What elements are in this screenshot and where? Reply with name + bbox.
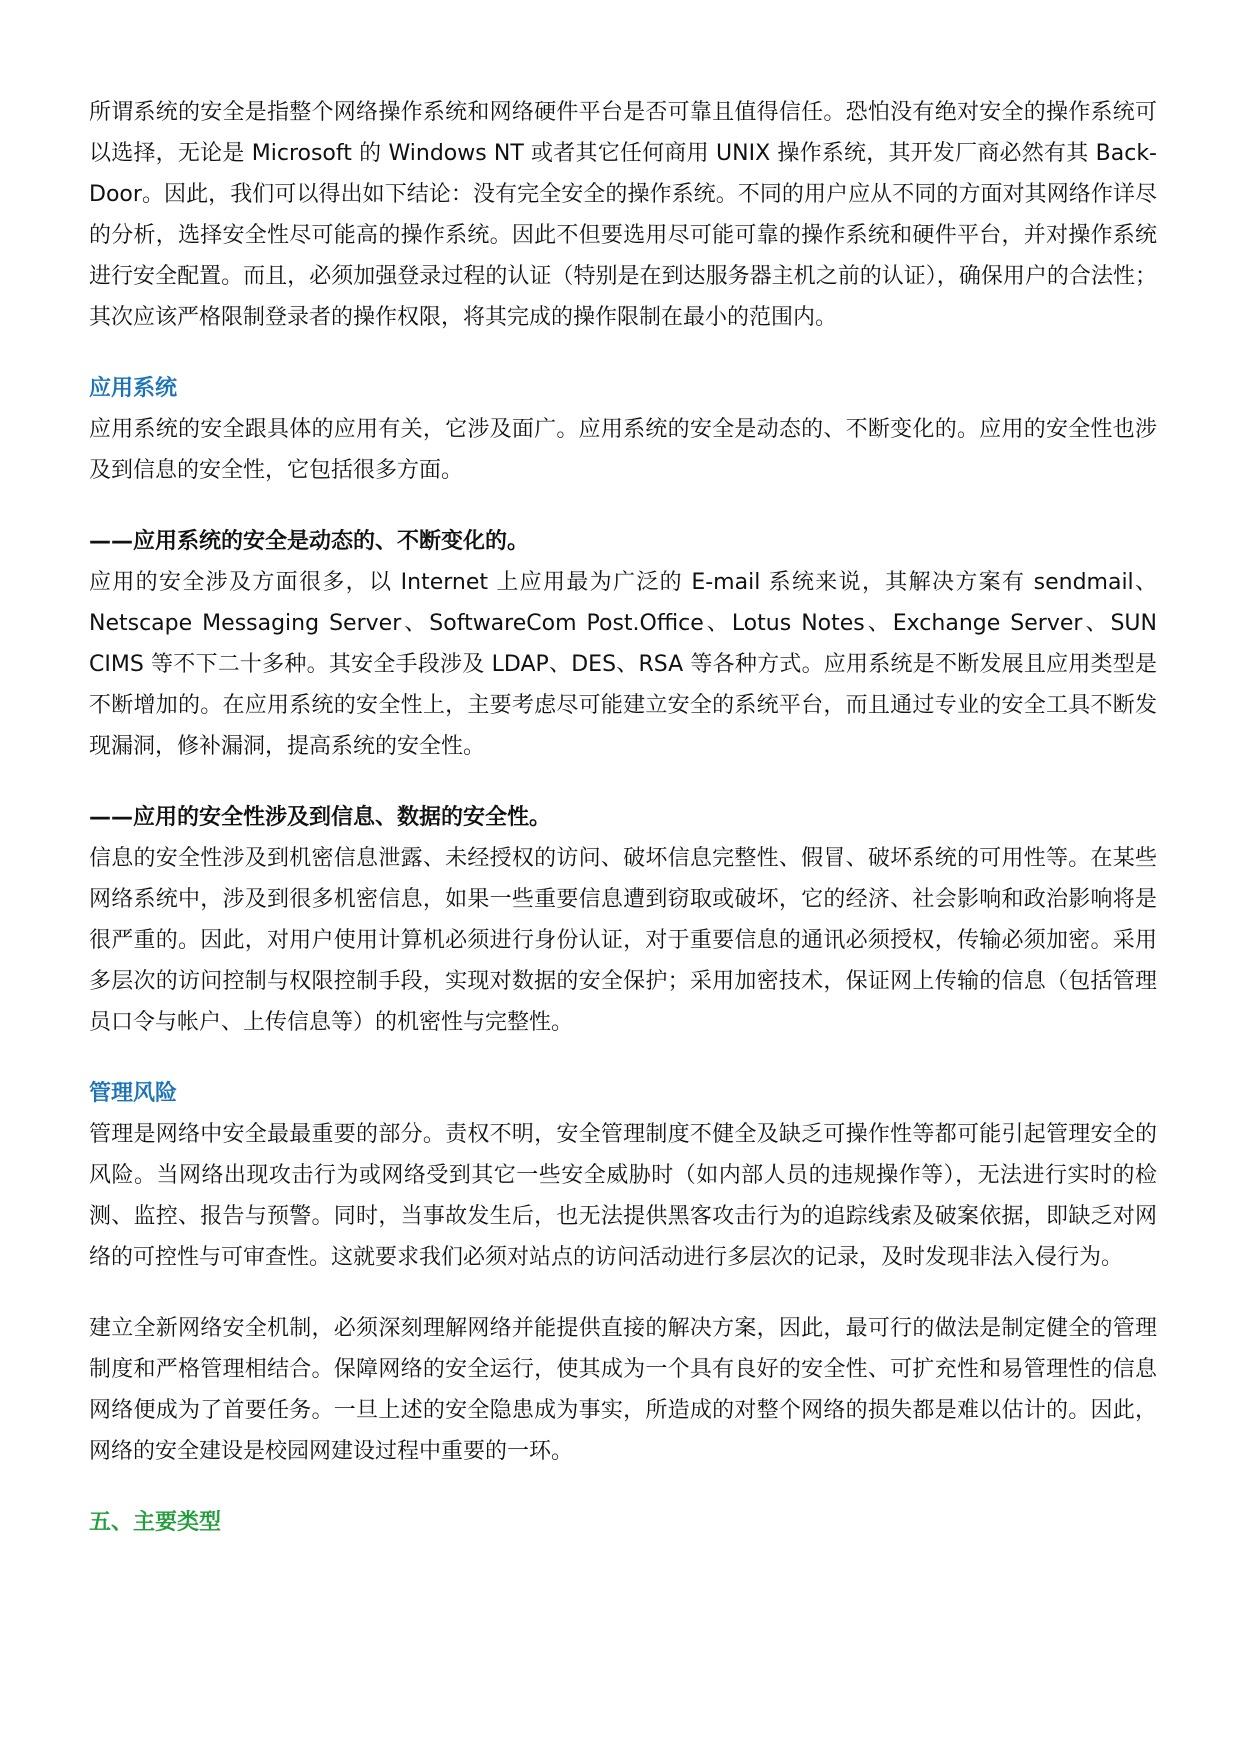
paragraph-os-security: 所谓系统的安全是指整个网络操作系统和网络硬件平台是否可靠且值得信任。恐怕没有绝对安全的操作系统可以选择，无论是 Microsoft 的 Windows NT 或者其它任何商用 UNIX 操作系统，其开发厂商必然有其 Back-Door。因此，我们可以得出如下结论：没有完全安全的操作系统。不同的用户应从不同的方面对其网络作详尽的分析，选择安全性尽可能高的操作系统。因此不但要选用尽可能可靠的操作系统和硬件平台，并对操作系统进行安全配置。而且，必须加强登录过程的认证（特别是在到达服务器主机之前的认证），确保用户的合法性；其次应该严格限制登录者的操作权限，将其完成的操作限制在最小的范围内。 bbox=[89, 100, 1157, 330]
paragraph-build-mechanism: 建立全新网络安全机制，必须深刻理解网络并能提供直接的解决方案，因此，最可行的做法是制定健全的管理制度和严格管理相结合。保障网络的安全运行，使其成为一个具有良好的安全性、可扩充性和易管理性的信息网络便成为了首要任务。一旦上述的安全隐患成为事实，所造成的对整个网络的损失都是难以估计的。因此，网络的安全建设是校园网建设过程中重要的一环。 bbox=[89, 1316, 1157, 1464]
subheading-information-security: ——应用的安全性涉及到信息、数据的安全性。 bbox=[89, 805, 552, 830]
spacer bbox=[89, 1043, 1157, 1073]
spacer bbox=[89, 1278, 1157, 1308]
section-heading-application-system: 应用系统 bbox=[89, 376, 178, 401]
paragraph-management-risk: 管理是网络中安全最最重要的部分。责权不明，安全管理制度不健全及缺乏可操作性等都可能引起管理安全的风险。当网络出现攻击行为或网络受到其它一些安全威胁时（如内部人员的违规操作等），无法进行实时的检测、监控、报告与预警。同时，当事故发生后，也无法提供黑客攻击行为的追踪线索及破案依据，即缺乏对网络的可控性与可审查性。这就要求我们必须对站点的访问活动进行多层次的记录，及时发现非法入侵行为。 bbox=[89, 1122, 1157, 1270]
section-heading-main-types: 五、主要类型 bbox=[89, 1510, 222, 1535]
subheading-dynamic-security: ——应用系统的安全是动态的、不断变化的。 bbox=[89, 529, 530, 554]
document-page bbox=[89, 92, 1157, 1543]
spacer bbox=[89, 491, 1157, 521]
section-heading-management-risk: 管理风险 bbox=[89, 1081, 178, 1106]
paragraph-application-system: 应用系统的安全跟具体的应用有关，它涉及面广。应用系统的安全是动态的、不断变化的。应用的安全性也涉及到信息的安全性，它包括很多方面。 bbox=[89, 417, 1157, 483]
spacer bbox=[89, 338, 1157, 368]
paragraph-information-security: 信息的安全性涉及到机密信息泄露、未经授权的访问、破坏信息完整性、假冒、破坏系统的可用性等。在某些网络系统中，涉及到很多机密信息，如果一些重要信息遭到窃取或破坏，它的经济、社会影响和政治影响将是很严重的。因此，对用户使用计算机必须进行身份认证，对于重要信息的通讯必须授权，传输必须加密。采用多层次的访问控制与权限控制手段，实现对数据的安全保护；采用加密技术，保证网上传输的信息（包括管理员口令与帐户、上传信息等）的机密性与完整性。 bbox=[89, 846, 1157, 1035]
paragraph-dynamic-security: 应用的安全涉及方面很多，以 Internet 上应用最为广泛的 E-mail 系统来说，其解决方案有 sendmail、Netscape Messaging Server、SoftwareCom Post.Office、Lotus Notes、Exchange Server、SUN CIMS 等不下二十多种。其安全手段涉及 LDAP、DES、RSA 等各种方式。应用系统是不断发展且应用类型是不断增加的。在应用系统的安全性上，主要考虑尽可能建立安全的系统平台，而且通过专业的安全工具不断发现漏洞，修补漏洞，提高系统的安全性。 bbox=[89, 570, 1157, 759]
spacer bbox=[89, 767, 1157, 797]
spacer bbox=[89, 1472, 1157, 1502]
